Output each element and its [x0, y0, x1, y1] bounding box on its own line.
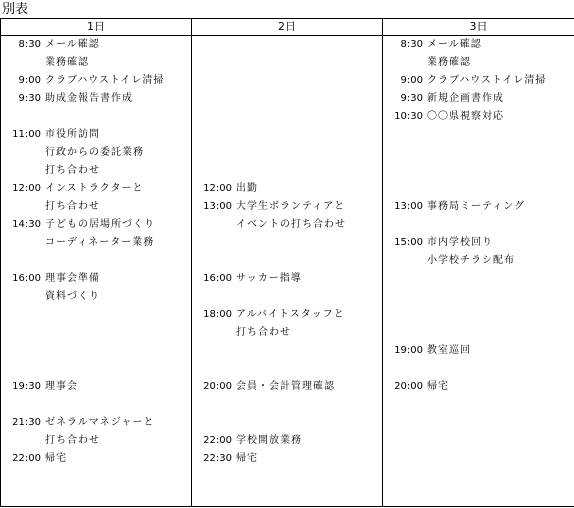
schedule-entry: [192, 414, 382, 432]
entry-time: [383, 180, 423, 198]
schedule-entry: [383, 144, 574, 162]
entry-text: 理事会: [45, 381, 78, 392]
schedule-entry: [192, 72, 382, 90]
entry-text: [232, 288, 236, 306]
schedule-entry: [383, 180, 574, 198]
entry-time: [1, 288, 41, 306]
entry-time: [192, 90, 232, 108]
schedule-entry: [192, 450, 382, 468]
entry-time: 16:00: [203, 273, 232, 284]
entry-text: [41, 396, 45, 414]
entry-time: [383, 144, 423, 162]
entry-text: [41, 306, 45, 324]
schedule-entry: [383, 216, 574, 234]
entry-time: [1, 432, 41, 450]
entry-text: [423, 162, 427, 180]
schedule-entry: [192, 234, 382, 252]
entry-time: [383, 360, 423, 378]
entry-text: [232, 54, 236, 72]
entry-time: [192, 252, 232, 270]
entry-time: [1, 324, 41, 342]
schedule-entry: [383, 54, 574, 72]
entry-time: 18:00: [203, 309, 232, 320]
schedule-entry: [192, 90, 382, 108]
entry-text: [232, 396, 236, 414]
entry-time: [1, 108, 41, 126]
entry-text: 事務局ミーティング: [427, 201, 525, 212]
entry-text: [41, 342, 45, 360]
table-caption: 別表: [2, 2, 29, 17]
entry-time: [192, 288, 232, 306]
entry-text: [423, 270, 427, 288]
entry-time: 12:00: [203, 183, 232, 194]
entry-text: サッカー指導: [236, 273, 302, 284]
entry-text: [423, 324, 427, 342]
schedule-entry: [383, 306, 574, 324]
entry-text: 行政からの委託業務: [45, 147, 144, 158]
entry-time: [1, 342, 41, 360]
entry-time: [383, 54, 423, 72]
schedule-entry: [383, 72, 574, 90]
schedule-entry: [1, 198, 191, 216]
entry-text: [423, 360, 427, 378]
entry-time: 11:00: [12, 129, 41, 140]
entry-time: 16:00: [12, 273, 41, 284]
schedule-entry: [1, 36, 191, 54]
entry-text: 〇〇県視察対応: [427, 111, 504, 122]
schedule-entry: [1, 234, 191, 252]
entry-text: メール確認: [427, 39, 482, 50]
entry-text: [232, 234, 236, 252]
entry-text: ゼネラルマネジャーと: [45, 417, 155, 428]
entry-text: 教室巡回: [427, 345, 471, 356]
schedule-entry: [192, 270, 382, 288]
schedule-entry: [192, 162, 382, 180]
schedule-entry: [1, 162, 191, 180]
schedule-entry: [383, 90, 574, 108]
schedule-entry: [192, 252, 382, 270]
entry-time: [192, 360, 232, 378]
schedule-entry: [383, 288, 574, 306]
schedule-entry: [192, 432, 382, 450]
schedule-entry: [1, 360, 191, 378]
day-column-2: [192, 36, 383, 507]
entry-text: [232, 144, 236, 162]
entry-time: [1, 162, 41, 180]
schedule-entry: [1, 72, 191, 90]
entry-text: [232, 108, 236, 126]
entry-text: [232, 36, 236, 54]
entry-time: [192, 396, 232, 414]
entry-text: 子どもの居場所づくり: [45, 219, 155, 230]
entry-text: 小学校チラシ配布: [427, 255, 515, 266]
schedule-entry: [192, 108, 382, 126]
entry-time: [383, 252, 423, 270]
entry-time: [383, 324, 423, 342]
entry-time: 22:00: [12, 453, 41, 464]
entry-time: [1, 198, 41, 216]
entry-text: 出勤: [236, 183, 258, 194]
entry-time: [1, 306, 41, 324]
entry-text: [423, 180, 427, 198]
entry-time: 8:30: [400, 39, 423, 50]
schedule-entry: [192, 396, 382, 414]
entry-time: 19:00: [394, 345, 423, 356]
schedule-entry: [1, 396, 191, 414]
schedule-entry: [383, 378, 574, 396]
entry-time: [192, 36, 232, 54]
entry-text: 打ち合わせ: [236, 327, 291, 338]
entry-time: 14:30: [12, 219, 41, 230]
entry-text: [232, 126, 236, 144]
entry-text: 新規企画書作成: [427, 93, 504, 104]
entry-text: 打ち合わせ: [45, 435, 100, 446]
entry-text: [41, 252, 45, 270]
entry-text: 打ち合わせ: [45, 165, 100, 176]
schedule-entry: [383, 270, 574, 288]
schedule-entry: [383, 360, 574, 378]
schedule-entry: [192, 342, 382, 360]
schedule-entry: [1, 306, 191, 324]
schedule-entry: [1, 270, 191, 288]
entry-text: [41, 324, 45, 342]
entry-time: [383, 162, 423, 180]
entry-text: 会員・会計管理確認: [236, 381, 335, 392]
entry-text: 助成金報告書作成: [45, 93, 133, 104]
schedule-entry: [1, 216, 191, 234]
header-row: [1, 19, 574, 36]
entry-time: [192, 342, 232, 360]
entry-time: [383, 270, 423, 288]
entry-time: 13:00: [203, 201, 232, 212]
entry-time: [192, 216, 232, 234]
schedule-entry: [192, 144, 382, 162]
entry-text: メール確認: [45, 39, 100, 50]
entry-time: 19:30: [12, 381, 41, 392]
entry-text: 帰宅: [236, 453, 258, 464]
schedule-entry: [1, 378, 191, 396]
entry-text: イベントの打ち合わせ: [236, 219, 346, 230]
entry-time: 9:30: [400, 93, 423, 104]
schedule-entry: [1, 144, 191, 162]
schedule-entry: [1, 342, 191, 360]
entry-time: [192, 126, 232, 144]
schedule-entry: [383, 234, 574, 252]
schedule-entry: [1, 180, 191, 198]
entry-time: [1, 252, 41, 270]
schedule-entry: [383, 198, 574, 216]
entry-time: [383, 306, 423, 324]
day-header-3: 3日: [383, 19, 574, 36]
schedule-entry: [192, 198, 382, 216]
schedule-entry: [1, 54, 191, 72]
day-header-2: 2日: [192, 19, 383, 36]
entry-time: [192, 72, 232, 90]
entry-time: 9:00: [400, 75, 423, 86]
entry-text: 大学生ボランティアと: [236, 201, 346, 212]
entry-time: [192, 108, 232, 126]
entry-text: 資料づくり: [45, 291, 100, 302]
schedule-entry: [192, 180, 382, 198]
schedule-entry: [192, 360, 382, 378]
entry-time: [192, 162, 232, 180]
entry-text: 市役所訪問: [45, 129, 100, 140]
entry-text: インストラクターと: [45, 183, 144, 194]
entry-text: [423, 144, 427, 162]
entry-time: 13:00: [394, 201, 423, 212]
schedule-entry: [383, 324, 574, 342]
entry-text: アルバイトスタッフと: [236, 309, 345, 320]
schedule-entry: [1, 252, 191, 270]
entry-text: 市内学校回り: [427, 237, 493, 248]
entry-text: 打ち合わせ: [45, 201, 100, 212]
entry-text: クラブハウストイレ清掃: [427, 75, 547, 86]
entry-time: 9:30: [18, 93, 41, 104]
schedule-entry: [1, 90, 191, 108]
schedule-entry: [1, 432, 191, 450]
schedule-table: [0, 18, 574, 507]
entry-time: 15:00: [394, 237, 423, 248]
entry-text: コーディネーター業務: [45, 237, 155, 248]
entry-time: [192, 414, 232, 432]
entry-time: [383, 216, 423, 234]
entry-text: [232, 360, 236, 378]
entry-text: [423, 306, 427, 324]
schedule-entry: [192, 54, 382, 72]
entry-time: 9:00: [18, 75, 41, 86]
schedule-entry: [383, 162, 574, 180]
entry-time: [192, 144, 232, 162]
day-column-1: [1, 36, 192, 507]
entry-text: [423, 216, 427, 234]
schedule-entry: [1, 414, 191, 432]
entry-text: [232, 72, 236, 90]
entry-time: [383, 126, 423, 144]
entry-text: [232, 414, 236, 432]
entry-time: 12:00: [12, 183, 41, 194]
entry-time: [1, 396, 41, 414]
schedule-entry: [1, 126, 191, 144]
entry-time: [1, 54, 41, 72]
entry-text: クラブハウストイレ清掃: [45, 75, 165, 86]
schedule-entry: [192, 378, 382, 396]
entry-time: 10:30: [394, 111, 423, 122]
schedule-entry: [383, 108, 574, 126]
entry-text: [41, 360, 45, 378]
entry-time: [1, 234, 41, 252]
entry-time: [383, 288, 423, 306]
schedule-entry: [1, 108, 191, 126]
entry-time: [192, 324, 232, 342]
day-column-3: [383, 36, 574, 507]
entry-time: [1, 144, 41, 162]
entry-time: [1, 360, 41, 378]
entry-text: 理事会準備: [45, 273, 100, 284]
entry-time: [192, 234, 232, 252]
schedule-entry: [1, 324, 191, 342]
schedule-entry: [1, 288, 191, 306]
entry-text: [423, 126, 427, 144]
entry-text: [232, 162, 236, 180]
entry-time: 20:00: [394, 381, 423, 392]
schedule-entry: [1, 450, 191, 468]
schedule-entry: [192, 36, 382, 54]
entry-time: 20:00: [203, 381, 232, 392]
schedule-entry: [192, 324, 382, 342]
schedule-body-row: [1, 36, 574, 507]
day-header-1: 1日: [1, 19, 192, 36]
entry-text: 帰宅: [427, 381, 449, 392]
entry-text: 学校開放業務: [236, 435, 302, 446]
entry-time: 8:30: [18, 39, 41, 50]
entry-text: 帰宅: [45, 453, 67, 464]
entry-time: 22:00: [203, 435, 232, 446]
entry-time: [192, 54, 232, 72]
entry-text: [232, 90, 236, 108]
entry-text: [423, 288, 427, 306]
schedule-entry: [192, 126, 382, 144]
schedule-entry: [383, 252, 574, 270]
entry-text: [232, 252, 236, 270]
entry-text: 業務確認: [427, 57, 471, 68]
entry-text: 業務確認: [45, 57, 89, 68]
schedule-entry: [192, 306, 382, 324]
schedule-entry: [383, 36, 574, 54]
entry-text: [41, 108, 45, 126]
schedule-entry: [192, 288, 382, 306]
schedule-entry: [383, 342, 574, 360]
entry-text: [232, 342, 236, 360]
schedule-entry: [192, 216, 382, 234]
entry-time: 22:30: [203, 453, 232, 464]
schedule-entry: [383, 126, 574, 144]
entry-time: 21:30: [12, 417, 41, 428]
